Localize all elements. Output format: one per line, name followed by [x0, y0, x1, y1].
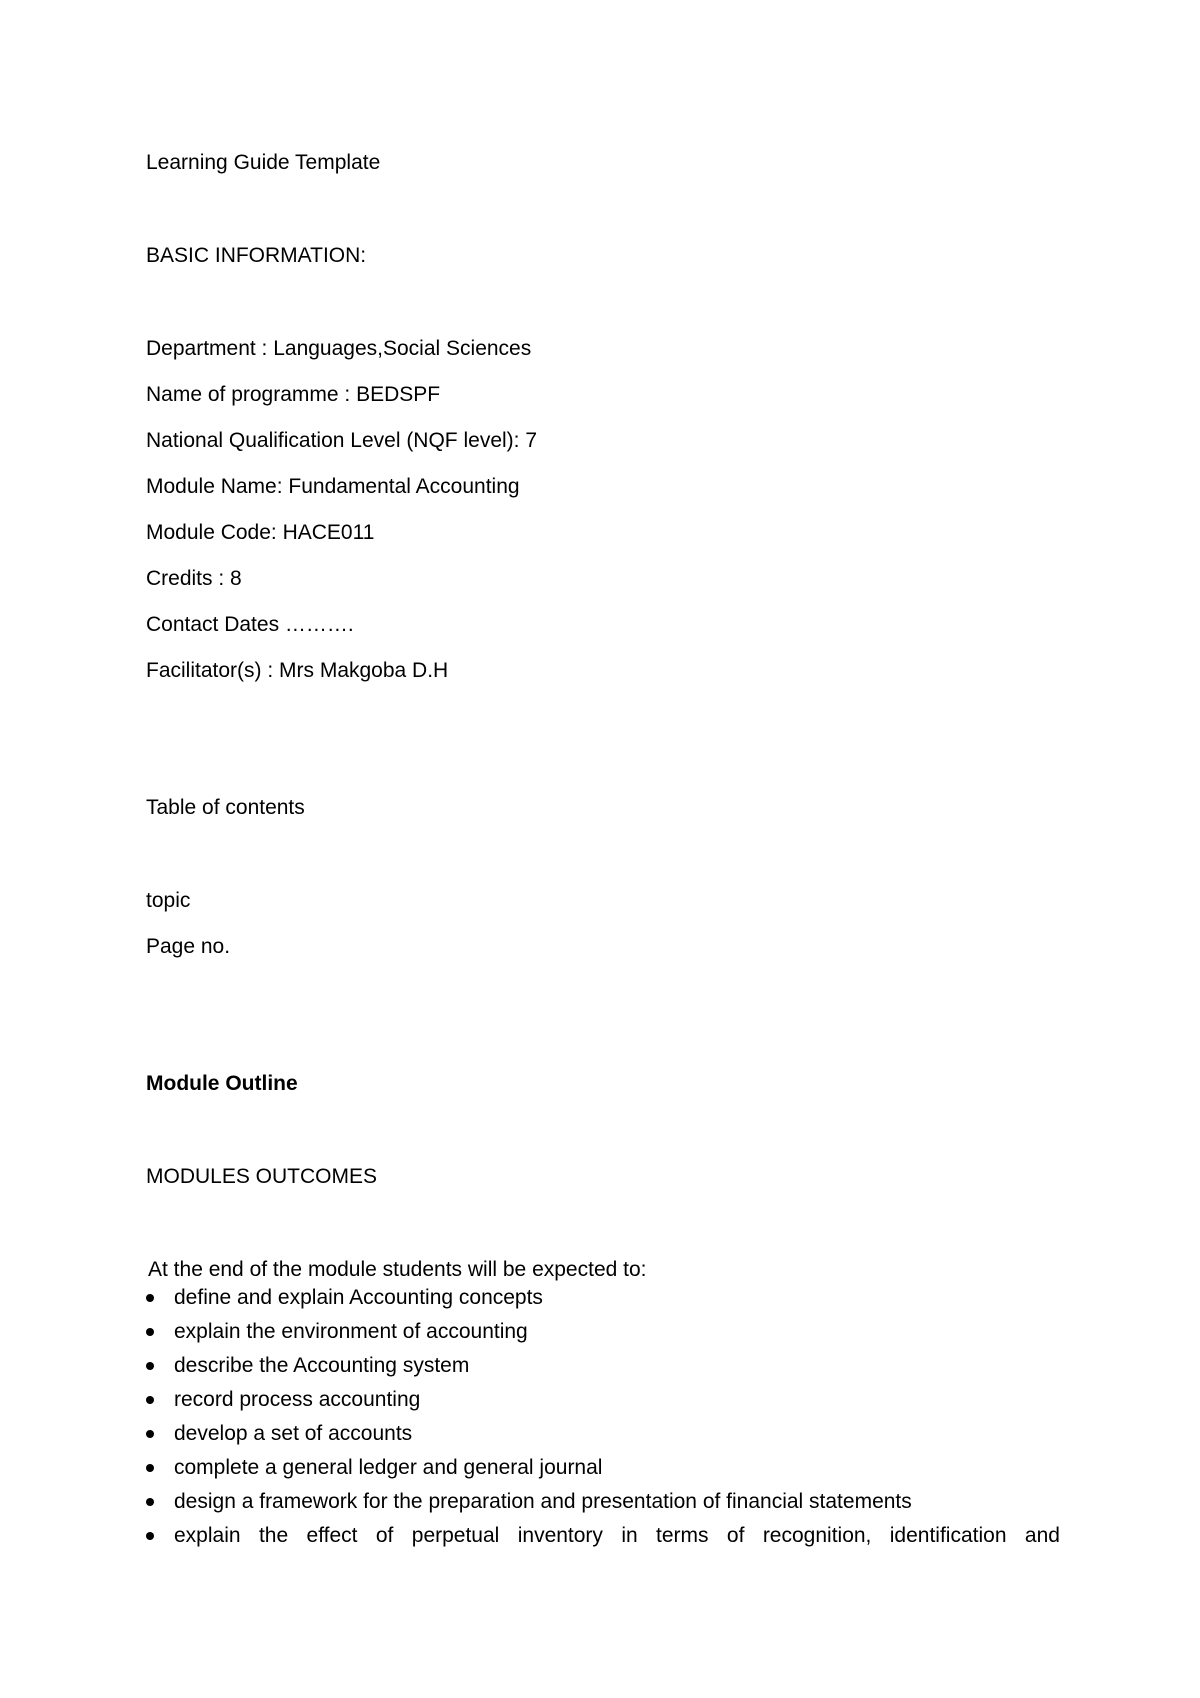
contact-dates-line: Contact Dates ………. [146, 613, 354, 636]
justified-word: explain [174, 1524, 241, 1547]
list-item-text: complete a general ledger and general journal [174, 1456, 603, 1479]
justified-word: perpetual [411, 1524, 500, 1547]
list-item [146, 1455, 1060, 1489]
list-item-text: develop a set of accounts [174, 1422, 413, 1445]
list-item-text: describe the Accounting system [174, 1354, 470, 1377]
toc-column-page: Page no. [146, 935, 231, 958]
list-item-text: define and explain Accounting concepts [174, 1286, 543, 1309]
list-item [146, 1421, 1060, 1455]
justified-word: recognition, [762, 1524, 872, 1547]
bullet-icon [146, 1532, 154, 1540]
bullet-icon [146, 1294, 154, 1302]
justified-word: of [375, 1524, 394, 1547]
bullet-icon [146, 1362, 154, 1370]
list-item [146, 1489, 1060, 1523]
outcomes-list [146, 1285, 1060, 1557]
basic-info-heading: BASIC INFORMATION: [146, 244, 367, 267]
justified-word: and [1024, 1524, 1060, 1547]
list-item-text: design a framework for the preparation and presentation of financial statements [174, 1490, 912, 1513]
list-item [146, 1523, 1060, 1557]
bullet-icon [146, 1498, 154, 1506]
bullet-icon [146, 1464, 154, 1472]
nqf-line: National Qualification Level (NQF level): 7 [146, 429, 538, 452]
bullet-icon [146, 1328, 154, 1336]
list-item [146, 1353, 1060, 1387]
list-item [146, 1285, 1060, 1319]
credits-line: Credits : 8 [146, 567, 242, 590]
list-item [146, 1319, 1060, 1353]
module-code-line: Module Code: HACE011 [146, 521, 375, 544]
justified-word: terms [656, 1524, 709, 1547]
outcomes-intro: At the end of the module students will be expected to: [148, 1258, 647, 1281]
facilitator-line: Facilitator(s) : Mrs Makgoba D.H [146, 659, 449, 682]
list-item-text-justified [174, 1523, 1060, 1549]
toc-column-topic: topic [146, 889, 191, 912]
document-title: Learning Guide Template [146, 151, 381, 174]
outcomes-heading: MODULES OUTCOMES [146, 1165, 378, 1188]
justified-word: in [621, 1524, 638, 1547]
justified-word: effect [306, 1524, 358, 1547]
list-item-text: explain the environment of accounting [174, 1320, 528, 1343]
list-item [146, 1387, 1060, 1421]
department-line: Department : Languages,Social Sciences [146, 337, 532, 360]
list-item-text: record process accounting [174, 1388, 421, 1411]
toc-heading: Table of contents [146, 796, 305, 819]
module-name-line: Module Name: Fundamental Accounting [146, 475, 520, 498]
justified-word: of [726, 1524, 745, 1547]
module-outline-heading: Module Outline [146, 1072, 298, 1095]
justified-word: inventory [517, 1524, 603, 1547]
bullet-icon [146, 1396, 154, 1404]
justified-word: identification [889, 1524, 1007, 1547]
justified-word: the [258, 1524, 289, 1547]
programme-line: Name of programme : BEDSPF [146, 383, 441, 406]
bullet-icon [146, 1430, 154, 1438]
